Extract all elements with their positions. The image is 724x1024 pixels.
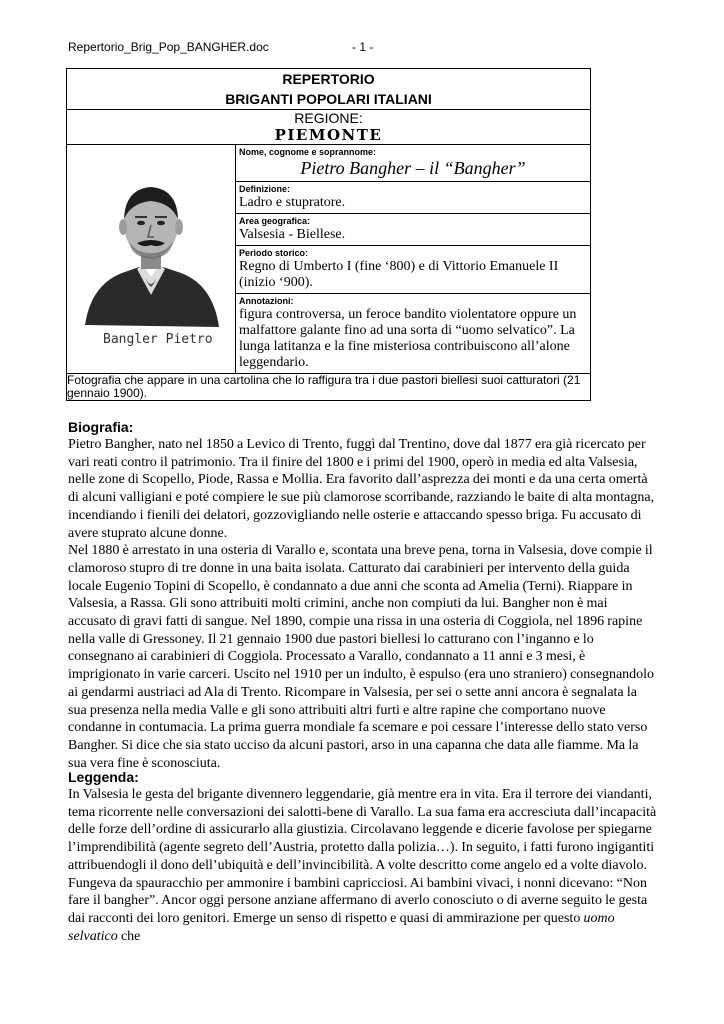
field-name-value: Pietro Bangher – il “Bangher” bbox=[300, 158, 526, 178]
card-title-line1: REPERTORIO bbox=[282, 71, 375, 87]
leggenda-text-end: che bbox=[117, 928, 141, 944]
region-label: REGIONE: bbox=[294, 110, 363, 126]
card-title bbox=[67, 69, 591, 110]
biografia-section bbox=[68, 419, 658, 772]
page-number: - 1 - bbox=[352, 40, 374, 54]
page-header bbox=[68, 40, 374, 54]
region-cell bbox=[67, 110, 591, 145]
field-period bbox=[236, 246, 591, 294]
portrait-photo bbox=[67, 145, 235, 369]
biografia-paragraph: Nel 1880 è arrestato in una osteria di Varallo e, scontata una breve pena, torna in Valsesia, dove compie il clamoroso stupro di tre donne in una baita isolata. Catturato dai carabinieri per intervento della guida locale Eugenio Topini di Scopello, è condannato a due anni che sconta ad Amelia (Terni). Riappare in Valsesia, a Rassa. Gli sono attribuiti molti crimini, anche non compiuti da lui. Bangher non è mai accusato di gravi fatti di sangue. Nel 1890, compie una rissa in una osteria di Coggiola, nel 1896 rapine nella valle di Gressoney. Il 21 gennaio 1900 due pastori biellesi lo catturano con l’inganno e lo consegnano ai carabinieri di Coggiola. Processato a Varallo, condannato a 11 anni e 3 mesi, è imprigionato in varie carceri. Uscito nel 1910 per un indulto, è espulso (era uno straniero) consegnandolo ai gendarmi austriaci ad Ala di Trento. Ricompare in Valsesia, per sei o sette anni ancora è segnalata la sua presenza nella media Valle e gli sono attribuiti altri furti e altre rapine che comportano nuove condanne in contumacia. La prima guerra mondiale fa scemare e poi cessare l’interesse dello stato verso Bangher. Si dice che sia stato ucciso da alcuni pastori, arso in una capanna che data alle fiamme. Ma la sua vera fine è sconosciuta. bbox=[68, 543, 655, 771]
biografia-heading: Biografia: bbox=[68, 419, 134, 435]
portrait-photo-cell bbox=[67, 145, 236, 374]
field-area-value: Valsesia - Biellese. bbox=[239, 227, 346, 242]
field-area bbox=[236, 214, 591, 246]
leggenda-text: In Valsesia le gesta del brigante divennero leggendarie, già mentre era in vita. Era il terrore dei viandanti, tema ricorrente nelle conversazioni dei salotti-bene di Varallo. La sua fama era accresciuta dall’incapacità delle forze dell’ordine di assicurarlo alla giustizia. Circolavano leggende e dicerie favolose per spiegarne l’imprendibilità (agente segreto dell’Austria, protetto dalla polizia…). In seguito, i fatti furono ingigantiti attribuendogli il dono dell’ubiquità e dell’invincibilità. A volte descritto come angelo ed a volte diavolo. Fungeva da spauracchio per ammonire i bambini capricciosi. Ai bambini vivaci, i nonni dicevano: “Non fare il bangher”. Ancor oggi persone anziane affermano di averlo conosciuto o di averne seguito le gesta dai racconti dei loro genitori. Emerge un senso di rispetto e quasi di ammirazione per questo bbox=[68, 787, 657, 926]
field-notes bbox=[236, 294, 591, 374]
photo-inscription: Bangler Pietro bbox=[103, 332, 213, 347]
field-definition-label: Definizione: bbox=[239, 184, 290, 194]
leggenda-italic-term: uomo selvatico bbox=[68, 910, 615, 944]
field-definition-value: Ladro e stupratore. bbox=[239, 195, 346, 210]
card-title-line2: BRIGANTI POPOLARI ITALIANI bbox=[225, 91, 432, 107]
field-notes-value: figura controversa, un feroce bandito violentatore oppure un malfattore galante fino ad una sorta di “uomo selvatico”. La lunga latitanza e la fine misteriosa contribuiscono all’alone leggendario. bbox=[239, 307, 577, 370]
leggenda-heading: Leggenda: bbox=[68, 769, 139, 785]
field-period-label: Periodo storico: bbox=[239, 248, 309, 258]
field-period-value: Regno di Umberto I (fine ‘800) e di Vittorio Emanuele II (inizio ‘900). bbox=[239, 259, 559, 290]
field-notes-label: Annotazioni: bbox=[239, 296, 294, 306]
leggenda-paragraph bbox=[68, 786, 658, 945]
brigand-record-card bbox=[66, 68, 591, 401]
field-area-label: Area geografica: bbox=[239, 216, 311, 226]
document-filename: Repertorio_Brig_Pop_BANGHER.doc bbox=[68, 40, 269, 54]
biografia-paragraph: Pietro Bangher, nato nel 1850 a Levico di Trento, fuggì dal Trentino, dove dal 1877 era già ricercato per vari reati contro il patrimonio. Tra il finire del 1800 e i primi del 1900, operò in media ed alta Valsesia, nelle zone di Scopello, Piode, Rassa e Mollia. Era favorito dall’asprezza dei monti e da una certa omertà di alcuni valligiani e poté compiere le sue più clamorose scorribande, razziando le baite di alta montagna, incendiando i fienili dei delatori, gozzovigliando nelle osterie e attaccando spesso briga. Fu accusato di avere stuprato alcune donne. bbox=[68, 437, 655, 541]
leggenda-section bbox=[68, 769, 658, 945]
field-name bbox=[236, 145, 591, 182]
field-definition bbox=[236, 182, 591, 214]
region-name: PIEMONTE bbox=[274, 126, 383, 144]
field-name-label: Nome, cognome e soprannome: bbox=[239, 147, 377, 157]
photo-caption: Fotografia che appare in una cartolina che lo raffigura tra i due pastori biellesi suoi catturatori (21 gennaio 1900). bbox=[67, 374, 591, 401]
